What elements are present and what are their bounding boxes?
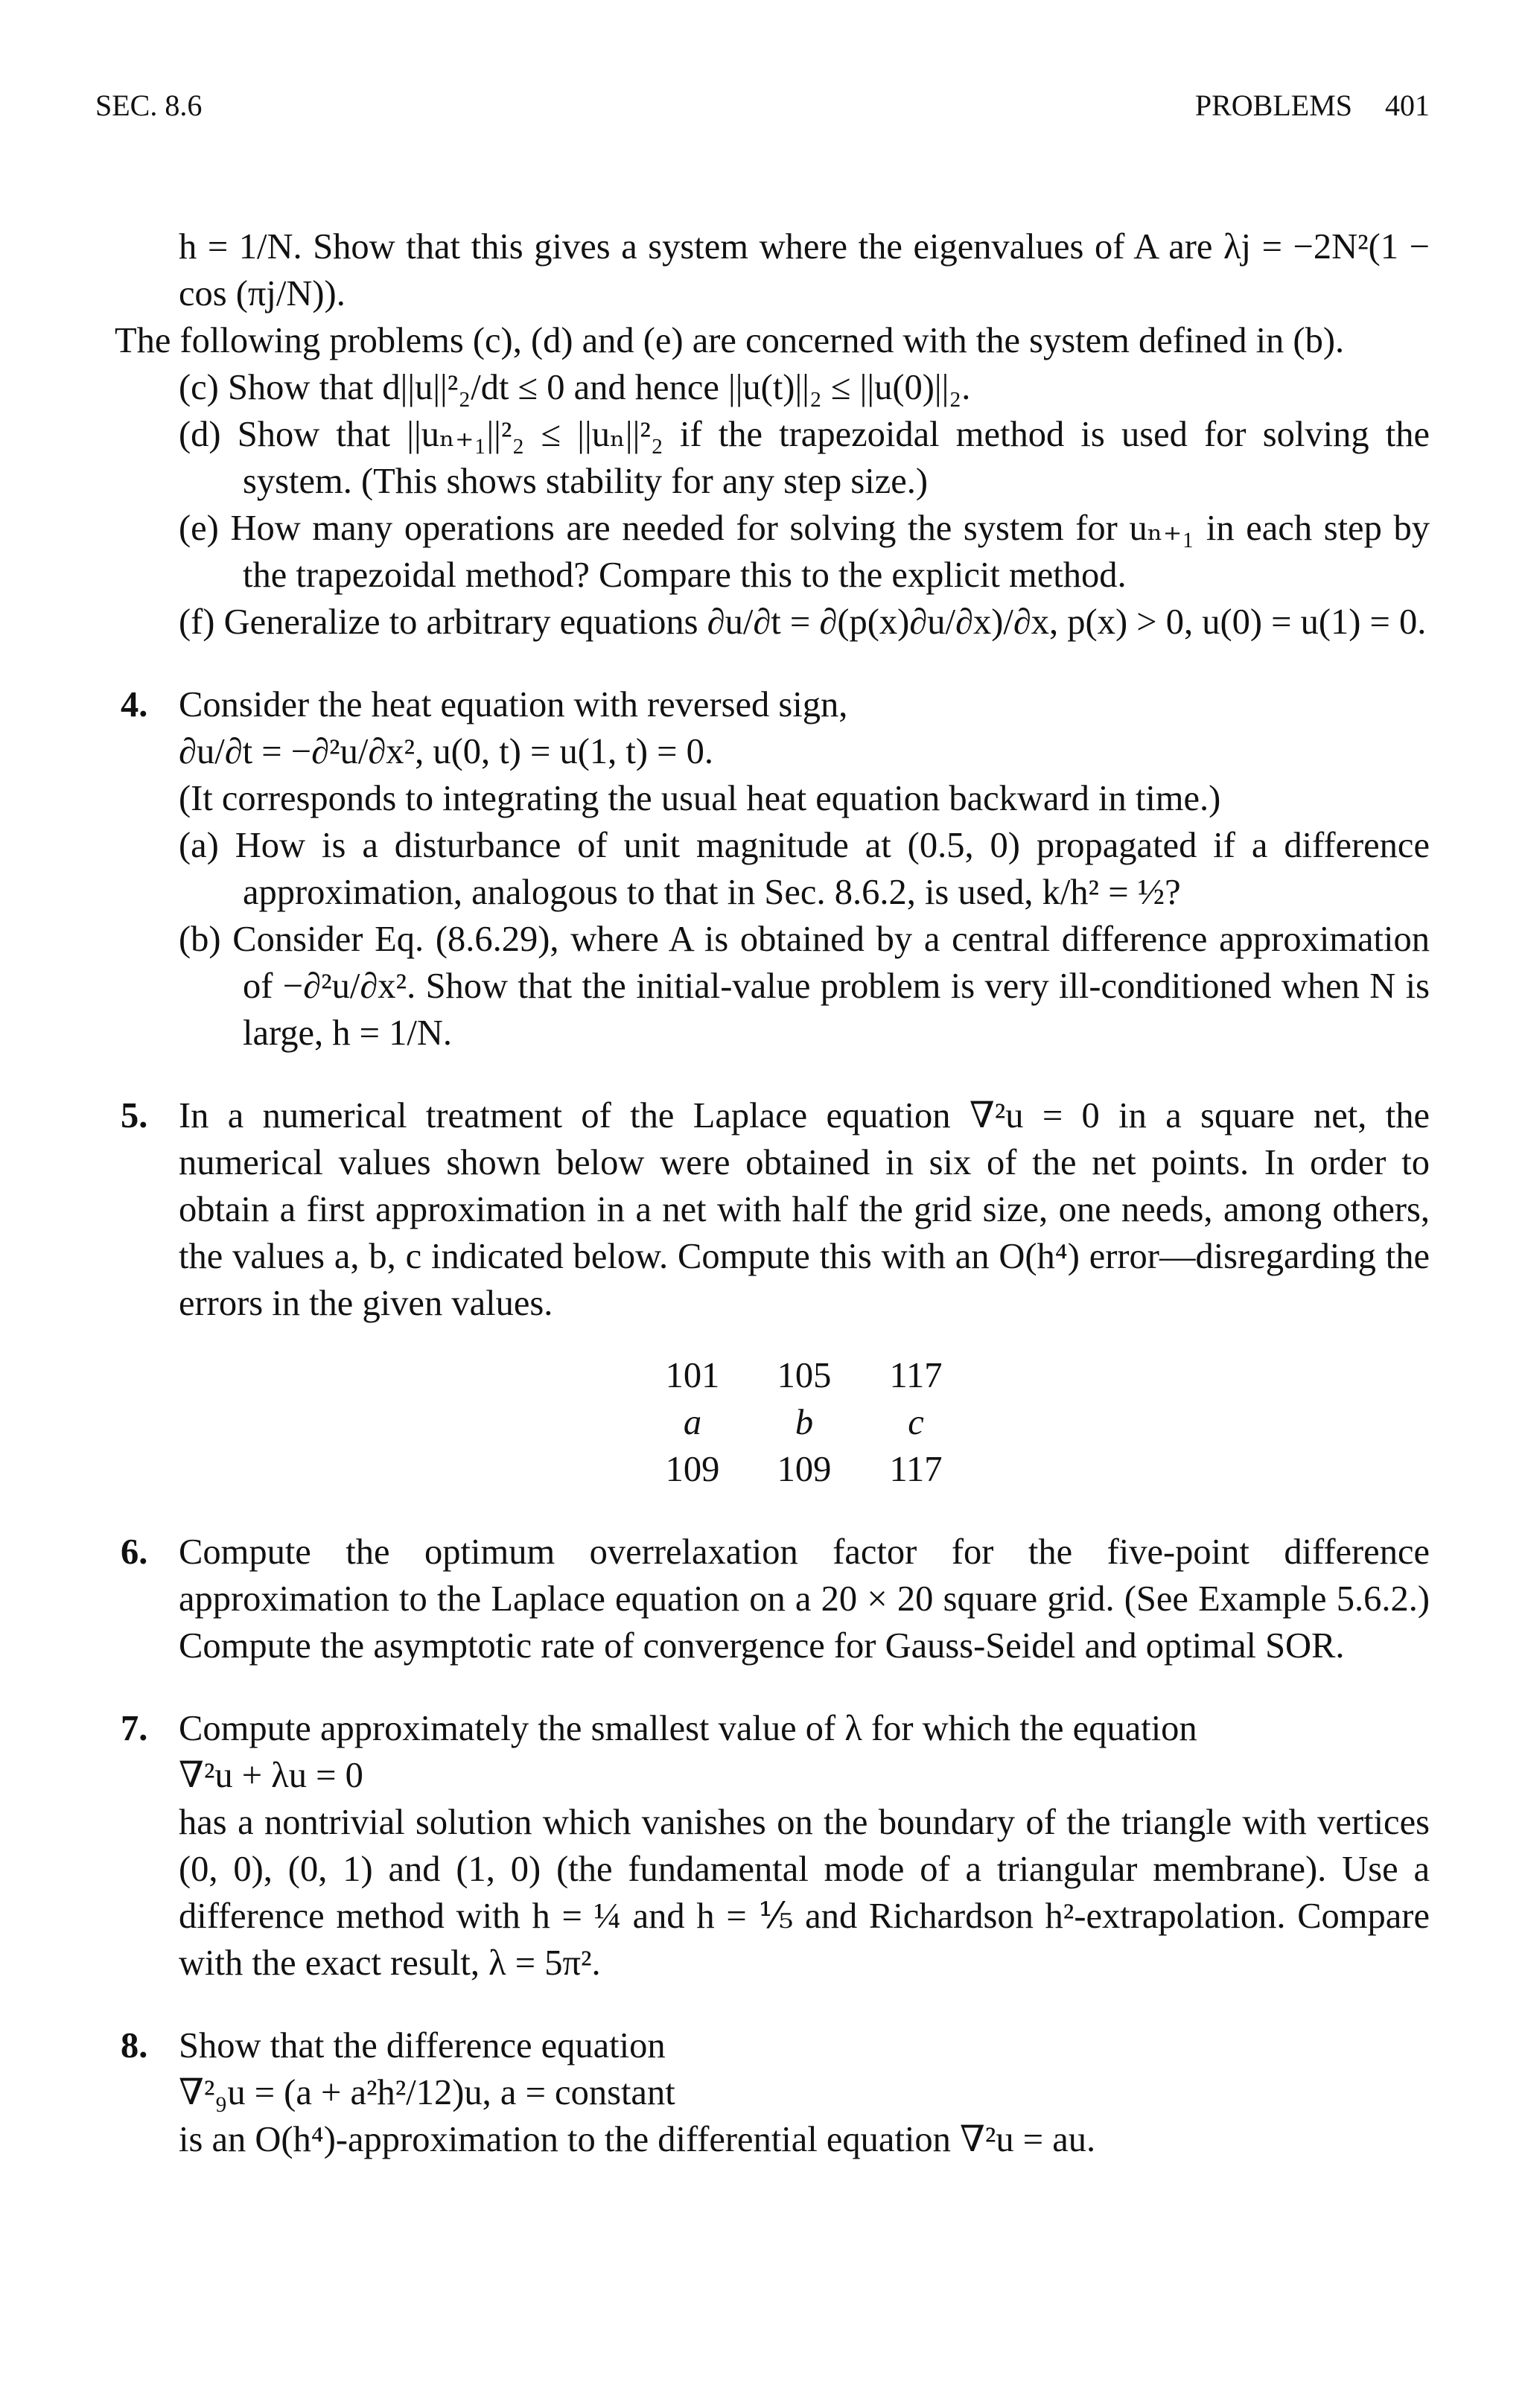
grid-cell: 105 (777, 1356, 832, 1395)
display-equation: ∂u/∂t = −∂²u/∂x², u(0, t) = u(1, t) = 0. (179, 732, 713, 771)
grid-cell: c (908, 1403, 924, 1442)
problem-number: 6. (121, 1532, 148, 1572)
display-equation: ∇²u + λu = 0 (179, 1756, 363, 1795)
page-number: 401 (1385, 89, 1430, 122)
continued-text-line1: h = 1/N. Show that this gives a system where the eigenvalues of A are λj = −2N²(1 − cos (πj/N)). (179, 227, 1430, 313)
grid-cell: 117 (889, 1356, 943, 1395)
problem-number: 7. (121, 1709, 148, 1748)
grid-cell: 117 (889, 1450, 943, 1489)
problem-4 (121, 681, 1430, 1057)
problem-6 (121, 1529, 1430, 1669)
grid-cell: 109 (777, 1450, 832, 1489)
problem-note: (It corresponds to integrating the usual heat equation backward in time.) (179, 779, 1221, 818)
problem-number: 8. (121, 2026, 148, 2065)
problem-text: Compute the optimum overrelaxation factor for the five-point difference approximation to the Laplace equation on a 20 × 20 square grid. (See Example 5.6.2.) Compute the asymptotic rate of convergence for Gauss-Seidel and optimal SOR. (179, 1532, 1430, 1666)
problem-text: has a nontrivial solution which vanishes on the boundary of the triangle with vertices (0, 0), (0, 1) and (1, 0) (the fundamental mode of a triangular membrane). Use a difference method with h = ¼ and h = ⅕ and Richardson h²-extrapolation. Compare with the exact result, λ = 5π². (179, 1803, 1430, 1983)
value-grid (611, 1352, 998, 1493)
problem-intro: Show that the difference equation (179, 2026, 666, 2065)
display-equation: ∇²₉u = (a + a²h²/12)u, a = constant (179, 2073, 675, 2112)
grid-row (611, 1399, 998, 1446)
subproblem-d: (d) Show that ||uₙ₊₁||²₂ ≤ ||uₙ||²₂ if the trapezoidal method is used for solving the system. (This shows stability for any step size.) (179, 415, 1430, 501)
subproblem-a: (a) How is a disturbance of unit magnitude at (0.5, 0) propagated if a difference approximation, analogous to that in Sec. 8.6.2, is used, k/h² = ½? (179, 826, 1430, 912)
problem-text: is an O(h⁴)-approximation to the differential equation ∇²u = au. (179, 2120, 1096, 2159)
running-head-title: PROBLEMS (1194, 89, 1352, 122)
problem-text: In a numerical treatment of the Laplace equation ∇²u = 0 in a square net, the numerical values shown below were obtained in six of the net points. In order to obtain a first approximation in a net with half the grid size, one needs, among others, the values a, b, c indicated below. Compute this with an O(h⁴) error—disregarding the errors in the given values. (179, 1096, 1430, 1323)
page-body (115, 223, 1430, 2163)
grid-cell: a (683, 1403, 702, 1442)
grid-cell: 101 (665, 1356, 720, 1395)
problem-number: 5. (121, 1096, 148, 1135)
problem-5 (121, 1092, 1430, 1493)
subproblem-b: (b) Consider Eq. (8.6.29), where A is obtained by a central difference approximation of −∂²u/∂x². Show that the initial-value problem is very ill-conditioned when N is large, h = 1/N. (179, 920, 1430, 1053)
grid-cell: 109 (665, 1450, 720, 1489)
running-head (1147, 88, 1430, 123)
problem-number: 4. (121, 685, 148, 724)
problem-7 (121, 1705, 1430, 1987)
grid-cell: b (795, 1403, 814, 1442)
problem-intro: Compute approximately the smallest value of λ for which the equation (179, 1709, 1197, 1748)
grid-row (611, 1446, 998, 1493)
subproblem-e: (e) How many operations are needed for solving the system for uₙ₊₁ in each step by the trapezoidal method? Compare this to the explicit method. (179, 509, 1430, 595)
subproblem-c: (c) Show that d||u||²₂/dt ≤ 0 and hence ||u(t)||₂ ≤ ||u(0)||₂. (179, 368, 971, 407)
problem-8 (121, 2022, 1430, 2163)
grid-row (611, 1352, 998, 1399)
subproblem-f: (f) Generalize to arbitrary equations ∂u/∂t = ∂(p(x)∂u/∂x)/∂x, p(x) > 0, u(0) = u(1) = 0. (179, 602, 1427, 642)
running-head-section: SEC. 8.6 (95, 89, 203, 122)
continued-text-line2: The following problems (c), (d) and (e) are concerned with the system defined in (b). (115, 321, 1345, 360)
problem-intro: Consider the heat equation with reversed sign, (179, 685, 848, 724)
